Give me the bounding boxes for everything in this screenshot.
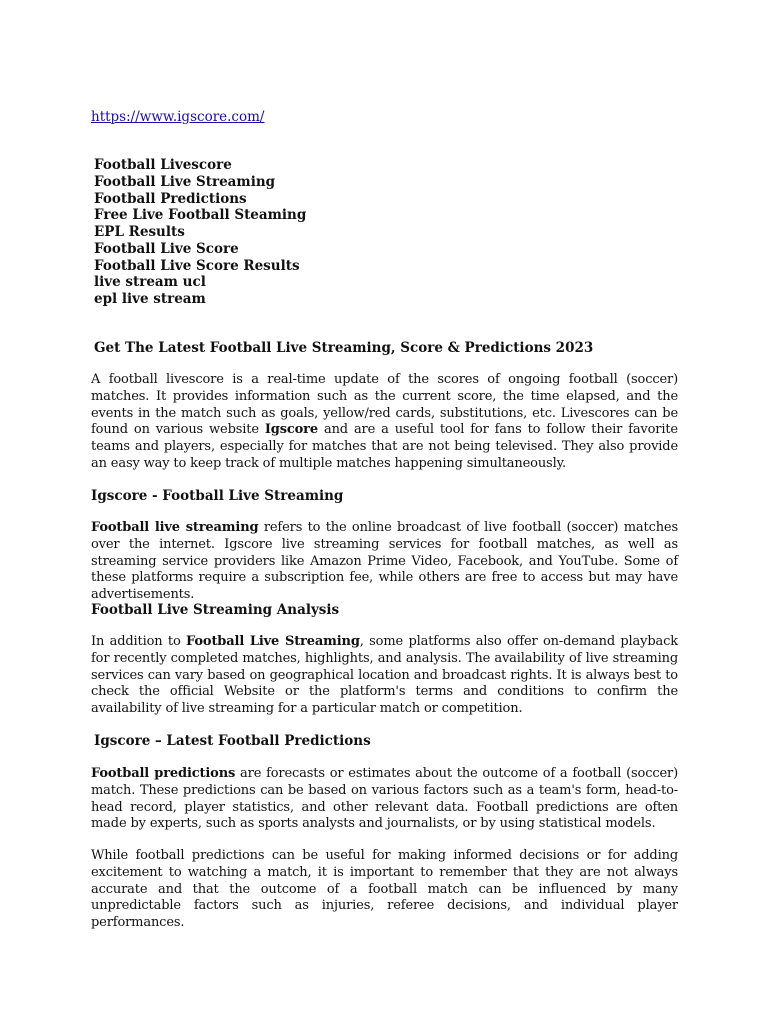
- live-streaming-text: refers to the online broadcast of live football (soccer) matches over the internet. Igscore live streaming services for football matches, as well as streaming service providers like Amazon Prime Video, Facebook, and YouTube. Some of these platforms require a subscription fee, while others are free to access but may have advertisements.: [91, 520, 679, 603]
- intro-text-2: and are a useful tool for fans to follow their favorite teams and players, especially for matches that are not being televised. They also provide an easy way to keep track of multiple matches happening simultaneously.: [91, 422, 678, 471]
- analysis-paragraph: [91, 634, 678, 718]
- live-streaming-paragraph: [91, 520, 678, 604]
- predictions-text: are forecasts or estimates about the outcome of a football (soccer) match. These predictions can be based on various factors such as a team's form, head-to-head record, player statistics, and other relevant data. Football predictions are often made by experts, such as sports analysts and journalists, or by using statistical models.: [91, 766, 678, 832]
- keyword-item: epl live stream: [94, 291, 206, 307]
- predictions-paragraph: [91, 766, 678, 833]
- keyword-item: Football Live Score: [94, 240, 239, 257]
- intro-igscore-bold: Igscore: [264, 422, 319, 438]
- section-heading-predictions: Igscore – Latest Football Predictions: [94, 733, 371, 749]
- keyword-list: [94, 157, 306, 308]
- keyword-item: Football Livescore: [94, 157, 232, 173]
- section-heading-analysis: Football Live Streaming Analysis: [91, 602, 340, 618]
- keyword-item: Football Live Score Results: [94, 257, 300, 274]
- intro-text-1: A football livescore is a real-time update of the scores of ongoing football (soccer) matches. It provides information such as the current score, the time elapsed, and the events in the match such as goals, yellow/red cards, substitutions, etc. Livescores can be found on various website: [91, 372, 678, 438]
- section-heading-live-streaming: Igscore - Football Live Streaming: [91, 488, 344, 504]
- keyword-item: Football Live Streaming: [94, 173, 276, 190]
- keyword-item: Free Live Football Steaming: [94, 207, 307, 224]
- live-streaming-lead: Football live streaming: [91, 520, 259, 535]
- intro-paragraph: [91, 372, 678, 473]
- analysis-pre: In addition to: [91, 634, 187, 649]
- keyword-item: Football Predictions: [94, 190, 247, 207]
- analysis-bold: Football Live Streaming: [186, 634, 360, 649]
- closing-paragraph: While football predictions can be useful for making informed decisions or for adding excitement to watching a match, it is important to remember that they are not always accurate and that the outcome of a football match can be influenced by many unpredictable factors such as injuries, referee decisions, and individual player performances.: [91, 848, 678, 931]
- analysis-text: , some platforms also offer on-demand playback for recently completed matches, highlights, and analysis. The availability of live streaming services can vary based on geographical location and broadcast rights. It is always best to check the official Website or the platform's terms and conditions to confirm the availability of live streaming for a particular match or competition.: [91, 634, 678, 717]
- predictions-lead: Football predictions: [91, 766, 236, 781]
- igscore-link[interactable]: https://www.igscore.com/: [91, 109, 265, 125]
- keyword-item: EPL Results: [94, 224, 185, 240]
- main-title: Get The Latest Football Live Streaming, Score & Predictions 2023: [94, 340, 594, 356]
- keyword-item: live stream ucl: [94, 274, 206, 291]
